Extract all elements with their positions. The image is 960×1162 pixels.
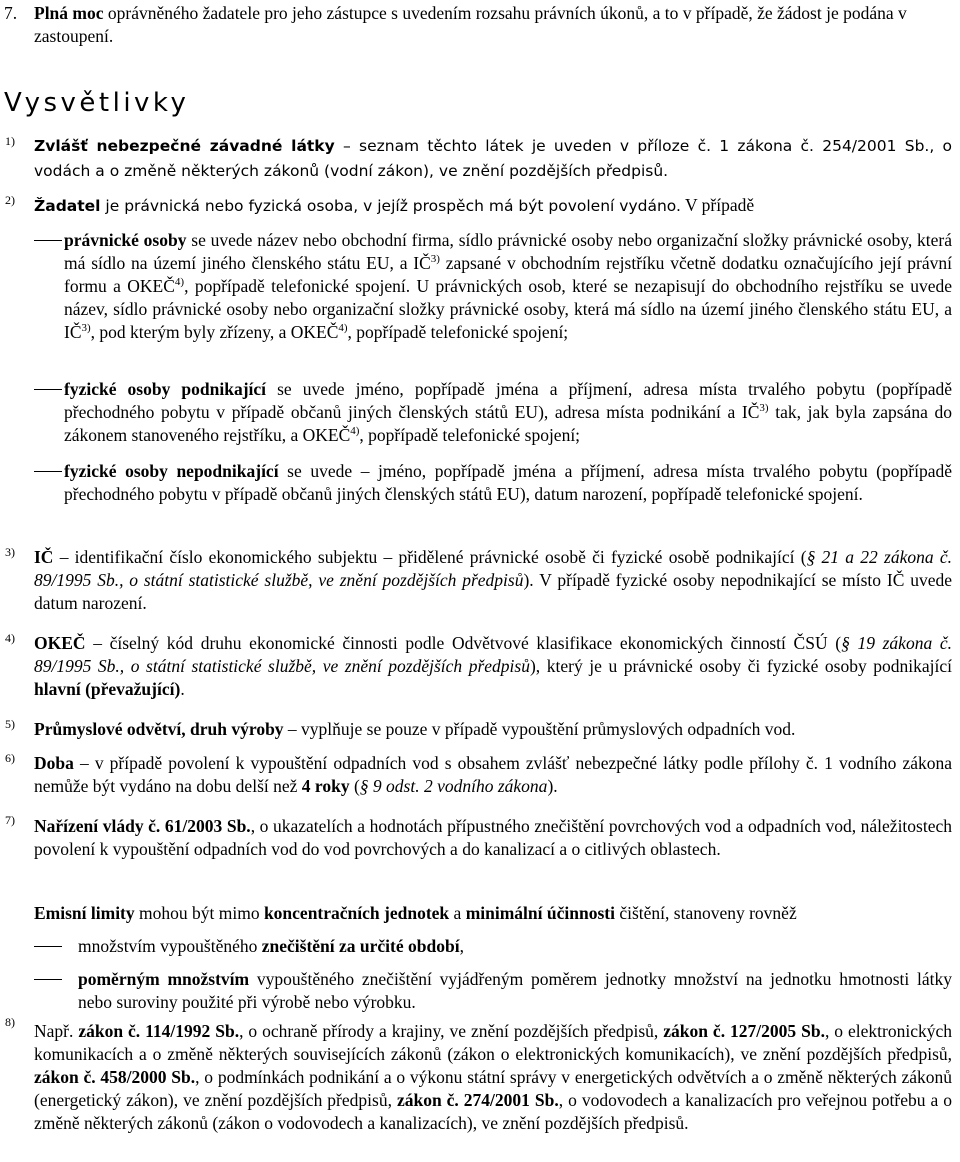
footnote-2-term: Žadatel [34, 197, 101, 215]
footnote-ref: 3) [759, 402, 769, 414]
footnote-8-text: Např. [34, 1021, 79, 1041]
footnote-3 [34, 546, 952, 615]
bullet-text-part: se uvede jméno, popřípadě jména a příjmení, adresa místa trvalého pobytu (popřípadě přechodného pobytu v případě občanů jiných členských států EU), adresa místa podnikání a IČ [64, 379, 952, 422]
footnote-3-text-cont: ). V případě fyzické osoby nepodnikající se místo IČ uvede datum narození. [34, 570, 952, 613]
footnote-5-text: – vyplňuje se pouze v případě vypouštění průmyslových odpadních vod. [283, 719, 796, 739]
law-reference: zákon č. 114/1992 Sb. [78, 1021, 240, 1041]
footnote-3-term: IČ [34, 547, 54, 567]
footnote-5-term: Průmyslové odvětví, druh výroby [34, 719, 284, 739]
bullet-term: fyzické osoby podnikající [64, 379, 267, 399]
footnote-4-emphasis: hlavní (převažující) [34, 679, 181, 699]
footnote-6-text: – v případě povolení k vypouštění odpadních vod s obsahem zvlášť nebezpečné látky podle přílohy č. 1 vodního zákona nemůže být vydáno na dobu delší než [34, 753, 952, 796]
bullet-text-part: , [459, 936, 464, 956]
bullet-term: poměrným množstvím [78, 969, 250, 989]
footnote-5 [34, 718, 952, 741]
footnote-8 [34, 1020, 952, 1135]
footnote-2 [34, 194, 952, 218]
paragraph-text-part: mohou být mimo [134, 903, 264, 923]
footnote-1-text: – seznam těchto látek je uveden v příloze č. 1 zákona č. 254/2001 Sb., o vodách a o změně některých zákonů (vodní zákon), ve znění pozdějších předpisů. [34, 137, 952, 180]
footnote-8-text: , o elektronických komunikacích a o změně některých souvisejících zákonů (zákon o elektronických komunikacích), ve znění pozdějších předpisů, [34, 1021, 953, 1064]
footnote-number: 8) [5, 1015, 15, 1029]
dash-bullet-icon [34, 979, 62, 980]
law-reference: zákon č. 274/2001 Sb. [396, 1090, 559, 1110]
footnote-ref: 4) [338, 322, 348, 334]
footnote-8-text: , o podmínkách podnikání a o výkonu státní správy v energetických odvětvích a o změně některých zákonů (energetický zákon), ve znění pozdějších předpisů, [34, 1067, 952, 1110]
footnote-4-text: – číselný kód druhu ekonomické činnosti podle Odvětvové klasifikace ekonomických činností ČSÚ ( [85, 633, 842, 653]
bullet-text-part: zapsané v obchodním rejstříku včetně dodatku označujícího její právní formu a OKEČ [64, 253, 952, 296]
dash-bullet-icon [34, 389, 62, 390]
section-heading: Vysvětlivky [4, 88, 190, 118]
emission-limits-paragraph [34, 902, 952, 925]
bullet-text [78, 968, 952, 1014]
bullet-text-part: se uvede – jméno, popřípadě jména a příjmení, adresa místa trvalého pobytu (popřípadě přechodného pobytu v případě občanů jiných členských států EU), datum narození, popřípadě telefonické spojení. [64, 461, 952, 504]
footnote-number: 7) [5, 813, 15, 827]
bullet-non-entrepreneur [34, 460, 952, 506]
dash-bullet-icon [34, 240, 62, 241]
list-item-number: 7. [4, 3, 18, 23]
footnote-3-citation: § 21 a 22 zákona č. 89/1995 Sb., o státní statistické službě, ve znění pozdějších předpisů [34, 547, 952, 590]
footnote-8-text: , o vodovodech a kanalizacích pro veřejnou potřebu a o změně některých zákonů (zákon o vodovodech a kanalizacích), ve znění pozdějších předpisů. [34, 1090, 953, 1133]
item7-text: oprávněného žadatele pro jeho zástupce s uvedením rozsahu právních úkonů, a to v případě, že žádost je podána v zastoupení. [34, 3, 907, 46]
list-item-7 [4, 2, 952, 48]
footnote-4 [34, 632, 952, 701]
law-reference: zákon č. 458/2000 Sb. [34, 1067, 196, 1087]
bullet-text [78, 935, 952, 958]
dash-bullet-icon [34, 471, 62, 472]
bullet-term: znečištění za určité období [261, 936, 460, 956]
footnote-8-text: , o ochraně přírody a krajiny, ve znění pozdějších předpisů, [239, 1021, 664, 1041]
bullet-text-part: , pod kterým byly zřízeny, a OKEČ [90, 322, 339, 342]
footnote-7 [34, 815, 952, 861]
bullet-term: právnické osoby [64, 230, 187, 250]
footnote-4-text-cont: ), který je u právnické osoby či fyzické osoby podnikající [529, 656, 952, 676]
bullet-text-part: se uvede název nebo obchodní firma, sídlo právnické osoby nebo organizační složky právnické osoby, která má sídlo na území jiného členského státu EU, a IČ [64, 230, 952, 273]
bullet-text-part: , popřípadě telefonické spojení; [347, 322, 569, 342]
paragraph-text-part: čištění, stanoveny rovněž [614, 903, 797, 923]
list-item-text [34, 2, 952, 48]
bullet-text [64, 229, 952, 344]
footnote-4-term: OKEČ [34, 633, 86, 653]
footnote-6-citation: § 9 odst. 2 vodního zákona [359, 776, 548, 796]
bullet-term: fyzické osoby nepodnikající [64, 461, 279, 481]
footnote-number: 6) [5, 751, 15, 765]
footnote-2-text-cont: V případě [680, 195, 755, 215]
paragraph-emphasis: koncentračních jednotek [263, 903, 450, 923]
power-of-attorney-term: Plná moc [34, 3, 104, 23]
dash-bullet-icon [34, 946, 62, 947]
bullet-text [64, 378, 952, 447]
law-reference: zákon č. 127/2005 Sb. [663, 1021, 825, 1041]
bullet-legal-entity [34, 229, 952, 344]
footnote-6-emphasis: 4 roky [301, 776, 350, 796]
footnote-2-text: je právnická nebo fyzická osoba, v jejíž prospěch má být povolení vydáno. [100, 197, 681, 215]
footnote-ref: 3) [81, 322, 91, 334]
paragraph-text-part: a [449, 903, 466, 923]
bullet-self-employed [34, 378, 952, 447]
bullet-text-part: , popřípadě telefonické spojení; [359, 425, 581, 445]
footnote-7-text: , o ukazatelích a hodnotách přípustného znečištění povrchových vod a odpadních vod, náležitostech povolení k vypouštění odpadních vod do vod povrchových a do kanalizací a o citlivých oblastech. [34, 816, 952, 859]
footnote-4-citation: § 19 zákona č. 89/1995 Sb., o státní statistické službě, ve znění pozdějších předpisů [34, 633, 952, 676]
footnote-ref: 4) [350, 425, 360, 437]
footnote-1-term: Zvlášť nebezpečné závadné látky [34, 137, 335, 155]
bullet-text-part: , popřípadě telefonické spojení. U právnických osob, které se nezapisují do obchodního rejstříku se uvede název, sídlo právnické osoby nebo organizační složky právnické osoby, která má sídlo na území jiného členského státu EU, a IČ [64, 276, 952, 342]
bullet-text-part: množstvím vypouštěného [78, 936, 262, 956]
footnote-6-term: Doba [34, 753, 74, 773]
footnote-3-text: – identifikační číslo ekonomického subjektu – přidělené právnické osobě či fyzické osobě podnikající ( [53, 547, 807, 567]
footnote-ref: 4) [174, 276, 185, 288]
bullet-pollution-quantity [34, 935, 952, 958]
footnote-number: 5) [5, 717, 15, 731]
footnote-7-term: Nařízení vlády č. 61/2003 Sb. [34, 816, 251, 836]
bullet-text-part: vypouštěného znečištění vyjádřeným poměrem jednotky množství na jednotku hmotnosti látky nebo suroviny použité při výrobě nebo výrobku. [78, 969, 953, 1012]
footnote-4-end: . [180, 679, 185, 699]
footnote-6-text-cont: ( [349, 776, 360, 796]
footnote-6-end: ). [547, 776, 558, 796]
footnote-number: 3) [5, 545, 15, 559]
footnote-number: 1) [5, 134, 15, 148]
footnote-1 [34, 134, 952, 184]
emission-limits-term: Emisní limity [34, 903, 135, 923]
footnote-6 [34, 752, 952, 798]
paragraph-emphasis: minimální účinnosti [465, 903, 615, 923]
footnote-number: 4) [5, 631, 15, 645]
footnote-number: 2) [5, 193, 15, 207]
bullet-text [64, 460, 952, 506]
bullet-relative-quantity [34, 968, 952, 1014]
footnote-ref: 3) [430, 253, 440, 265]
bullet-text-part: tak, jak byla zapsána do zákonem stanoveného rejstříku, a OKEČ [64, 402, 952, 445]
